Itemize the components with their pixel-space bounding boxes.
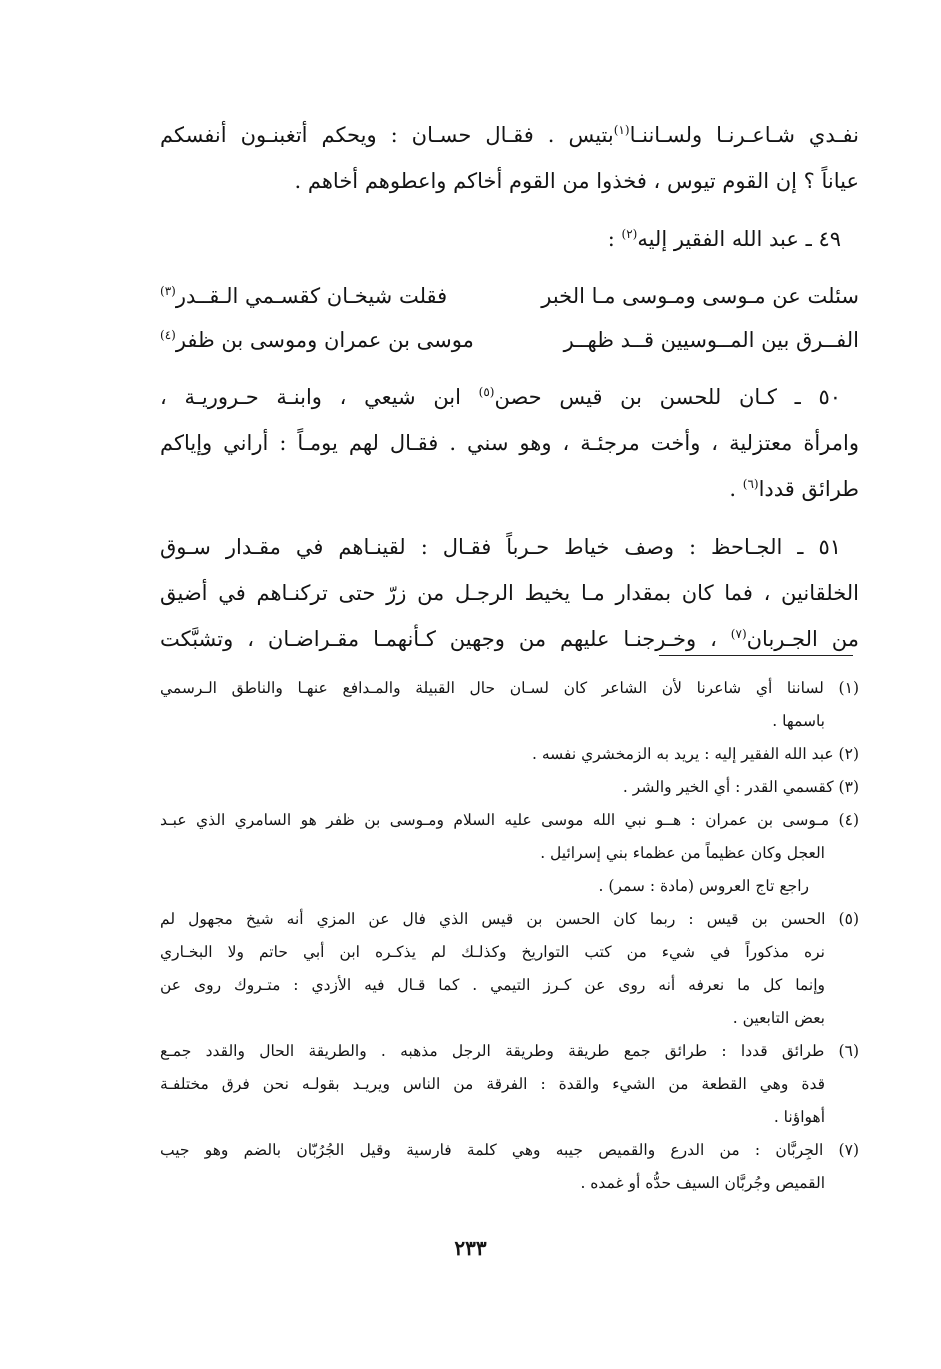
footnote-5-cont: نره مذكوراً في شيء من كتب التواريخ وكذلـك لم يذكـره ابن أبي حاتم ولا البخـاري [160, 943, 825, 961]
footnote-1: (١) لساننا أي شاعرنا لأن الشاعر كان لسـان حال القبيلة والمـدافع عنهـا والناطق الـرسمي [160, 679, 859, 697]
footnote-ref[interactable]: (٣) [160, 284, 176, 298]
footnote-ref[interactable]: (٦) [742, 477, 759, 491]
footnote-7: (٧) الجِربَّان : من الدرع والقميص جيبه وهي كلمة فارسية وقيل الجُرُبّان بالضم وهو جيب [160, 1141, 859, 1159]
footnote-3: (٣) كقسمي القدر : أي الخير والشر . [622, 778, 859, 796]
footnote-6-cont: قدة وهي القطعة من الشيء والقدة : الفرقة من الناس ويريـد بقولـه نحن فرق مختلفـة [160, 1075, 825, 1093]
footnote-ref[interactable]: (٤) [160, 328, 176, 342]
footnote-separator [659, 655, 853, 656]
paragraph-50-line: ٥٠ ـ كـان للحسن بن قيس حصن$^{(٥)}$ ابن شيعي ، وابنـة حـروريـة ، [160, 385, 841, 409]
poem-verse [160, 318, 859, 362]
footnote-7-cont: القميص وجُربَّان السيف حدُّه أو غمده . [580, 1174, 825, 1192]
text-line: نفـدي شـاعـرنـا ولسـاننـا$^{(١)}$بتيس . فقـال حسـان : ويحكم أتغبنـون أنفسكم [160, 123, 859, 147]
footnote-ref[interactable]: (٢) [621, 227, 638, 241]
poem-hemistich-first: سئلت عن مـوسى ومـوسى مـا الخبر [541, 284, 859, 308]
poem-hemistich-second: فقلت شيخـان كقسـمي الـقــدر$^{(٣)}$ [160, 284, 448, 308]
paragraph-51-line: ٥١ ـ الجـاحظ : وصف خياط حـرباً فقـال : لقينـاهم في مقـدار سـوق [160, 535, 841, 559]
footnote-5-cont: بعض التابعين . [732, 1009, 825, 1027]
footnote-4-cont: العجل وكان عظيماً من عظماء بني إسرائيل . [540, 844, 825, 862]
page-number: ٢٣٣ [454, 1236, 487, 1260]
poem-verse [160, 274, 859, 318]
main-text [160, 112, 859, 662]
footnote-5: (٥) الحسن بن قيس : ربما كان الحسن بن قيس الذي فال عن المزي أنه شيخ مجهول لم [160, 910, 859, 928]
footnote-ref[interactable]: (٧) [730, 627, 747, 641]
footnote-5-cont: وإنما كل ما نعرفه أنه روى عن كـرز التيمي . كما قـال فيه الأزدي : متـروك روى عن [160, 976, 825, 994]
poem-hemistich-first: الفــرق بين المــوسيين قــد ظهــر [563, 328, 859, 352]
footnote-ref[interactable]: (٥) [478, 385, 495, 399]
footnote-ref[interactable]: (١) [613, 123, 630, 137]
text-line: عياناً ؟ إن القوم تيوس ، فخذوا من القوم أخاكم واعطوهم أخاهم . [294, 169, 859, 193]
footnote-6-cont: أهواؤنا . [773, 1108, 825, 1126]
footnote-2: (٢) عبد الله الفقير إليه : يريد به الزمخشري نفسه . [532, 745, 859, 763]
footnote-4-cont: راجع تاج العروس (مادة : سمر) . [598, 877, 809, 895]
footnote-1-cont: باسمها . [772, 712, 825, 730]
paragraph-51-line: الخلقانين ، فما كان بمقدار مـا يخيط الرجـل من زرّ حتى تركنـاهم في أضيق [160, 581, 859, 605]
footnote-4: (٤) مـوسى بن عمران : هــو نبي الله موسى عليه السلام ومـوسى بن ظفر هو السامري الذي عبـد [160, 811, 859, 829]
paragraph-51-line: من الجـربان$^{(٧)}$ ، وخـرجنـا عليهم من وجهين كـأنهمـا مقـراضـان ، وتشبَّكت [160, 627, 859, 651]
poem-hemistich-second: موسى بن عمران وموسى بن ظفر$^{(٤)}$ [160, 328, 474, 352]
footnotes [160, 672, 859, 1200]
footnote-6: (٦) طرائق قددا : طرائق جمع طريقة وطريقة الرجل مذهبه . والطريقة الحال والقدد جمـع [160, 1042, 859, 1060]
paragraph-50-line: وامرأة معتزلية ، وأخت مرجئـة ، وهو سني . فقـال لهم يومـاً : أراني وإياكم [160, 431, 859, 455]
paragraph-50-line: طرائق قددا$^{(٦)}$ . [729, 477, 859, 501]
entry-heading-49: ٤٩ ـ عبد الله الفقير إليه$^{(٢)}$ : [607, 227, 841, 251]
